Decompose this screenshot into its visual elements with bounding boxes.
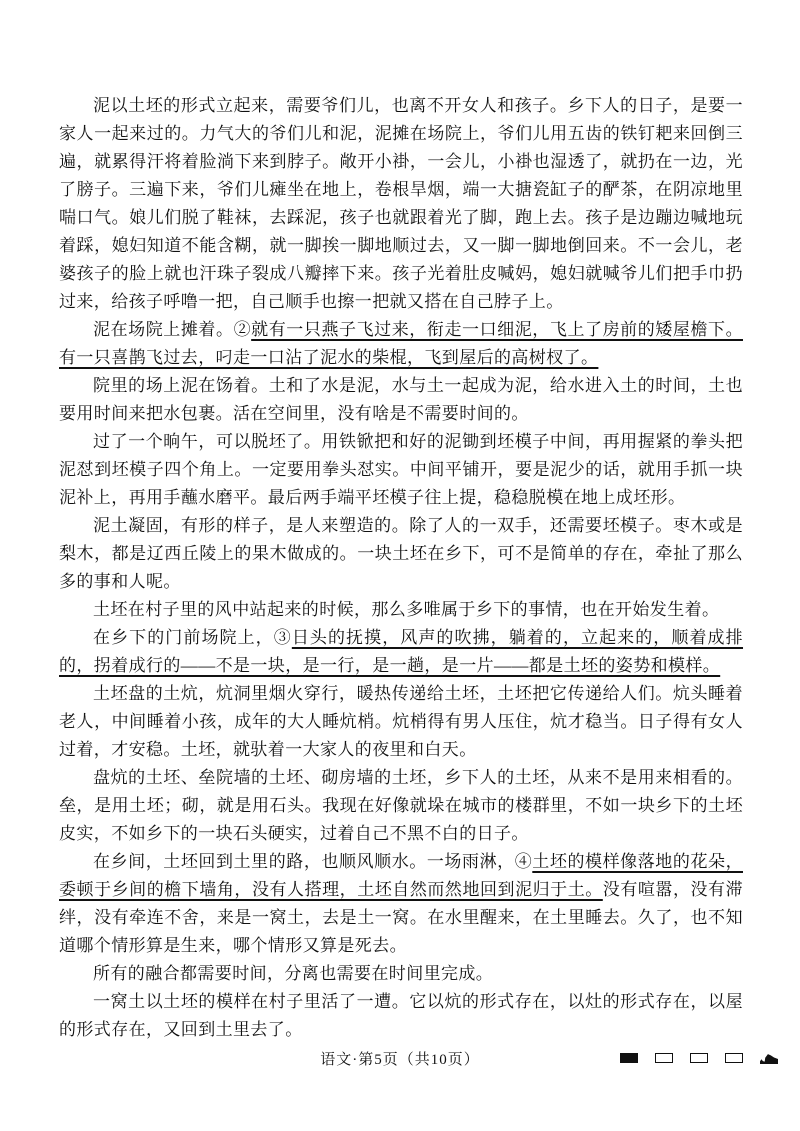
paragraph [59,92,743,316]
text-segment: 所有的融合都需要时间，分离也需要在时间里完成。 [93,964,494,983]
text-segment: 泥在场院上摊着。② [93,320,252,339]
paragraph [59,316,743,372]
text-segment: 泥土凝固，有形的样子，是人来塑造的。除了人的一双手，还需要坯模子。枣木或是梨木，都是辽西丘陵上的果木做成的。一块土坯在乡下，可不是简单的存在，牵扯了那么多的事和人呢。 [59,516,743,591]
text-segment: 在乡间，土坯回到土里的路，也顺风顺水。一场雨淋，④ [93,852,533,871]
text-segment: 土坯盘的土炕，炕洞里烟火穿行，暖热传递给土坯，土坯把它传递给人们。炕头睡着老人，中间睡着小孩，成年的大人睡炕梢。炕梢得有男人压住，炕才稳当。日子得有女人过着，才安稳。土坯，就驮着一大家人的夜里和白天。 [59,684,743,759]
text-segment: 没有喧嚣，没有滞绊，没有牵连不舍，来是一窝土，去是土一窝。在水里醒来，在土里睡去。久了，也不知道哪个情形算是生来，哪个情形又算是死去。 [59,880,743,955]
registration-mark-artifact [760,1052,778,1064]
underlined-text-segment: 日头的抚摸，风声的吹拂，躺着的，立起来的，顺着成排的，拐着成行的——不是一块，是一行，是一趟，是一片——都是土坯的姿势和模样。 [59,628,744,675]
page-number-label: 语文·第5页（共10页） [320,1052,480,1068]
paragraph [59,624,743,680]
paragraph [59,428,743,512]
underlined-text-segment: 就有一只燕子飞过来，衔走一口细泥，飞上了房前的矮屋檐下。有一只喜鹊飞过去，叼走一口沾了泥水的柴棍，飞到屋后的高树杈了。 [59,320,743,367]
text-segment: 过了一个晌午，可以脱坯了。用铁锨把和好的泥锄到坯模子中间，再用握紧的拳头把泥怼到坯模子四个角上。一定要用拳头怼实。中间平铺开，要是泥少的话，就用手抓一块泥补上，再用手蘸水磨平。最后两手端平坯模子往上提，稳稳脱模在地上成坯形。 [59,432,743,507]
text-segment: 土坯在村子里的风中站起来的时候，那么多唯属于乡下的事情，也在开始发生着。 [93,600,720,619]
text-segment: 院里的场上泥在饧着。土和了水是泥，水与土一起成为泥，给水进入土的时间，土也要用时间来把水包裹。活在空间里，没有啥是不需要时间的。 [59,376,743,423]
text-segment: 泥以土坯的形式立起来，需要爷们儿，也离不开女人和孩子。乡下人的日子，是要一家人一起来过的。力气大的爷们儿和泥，泥摊在场院上，爷们儿用五齿的铁钉耙来回倒三遍，就累得汗将着脸淌下来到脖子。敞开小褂，一会儿，小褂也湿透了，就扔在一边，光了膀子。三遍下来，爷们儿瘫坐在地上，卷根旱烟，端一大搪瓷缸子的酽茶，在阴凉地里喘口气。娘儿们脱了鞋袜，去踩泥，孩子也就跟着光了脚，跑上去。孩子是边蹦边喊地玩着踩，媳妇知道不能含糊，就一脚挨一脚地顺过去，又一脚一脚地倒回来。不一会儿，老婆孩子的脸上就也汗珠子裂成八瓣摔下来。孩子光着肚皮喊妈，媳妇就喊爷儿们把手巾扔过来，给孩子呼噜一把，自己顺手也擦一把就又搭在自己脖子上。 [59,96,743,311]
paragraph [59,960,743,988]
text-segment: 在乡下的门前场院上，③ [93,628,292,647]
paragraph [59,988,743,1044]
paragraph [59,372,743,428]
paragraph [59,680,743,764]
paragraph [59,848,743,960]
registration-marks [620,1052,778,1064]
paragraph [59,596,743,624]
registration-mark-outline [725,1053,743,1063]
registration-mark-outline [690,1053,708,1063]
paragraph [59,764,743,848]
registration-mark-outline [655,1053,673,1063]
paragraph [59,512,743,596]
underlined-text-segment: 土坯的模样像落地的花朵，委顿于乡间的檐下墙角，没有人搭理，土坯自然而然地回到泥归于土。 [59,852,743,899]
text-segment: 一窝土以土坯的模样在村子里活了一遭。它以炕的形式存在，以灶的形式存在，以屋的形式存在，又回到土里去了。 [59,992,743,1039]
text-segment: 盘炕的土坯、垒院墙的土坯、砌房墙的土坯，乡下人的土坯，从来不是用来相看的。垒，是用土坯；砌，就是用石头。我现在好像就垛在城市的楼群里，不如一块乡下的土坯皮实，不如乡下的一块石头硬实，过着自己不黑不白的日子。 [59,768,743,843]
registration-mark-filled [620,1053,638,1063]
page-footer [0,1046,800,1072]
passage [59,92,743,1044]
